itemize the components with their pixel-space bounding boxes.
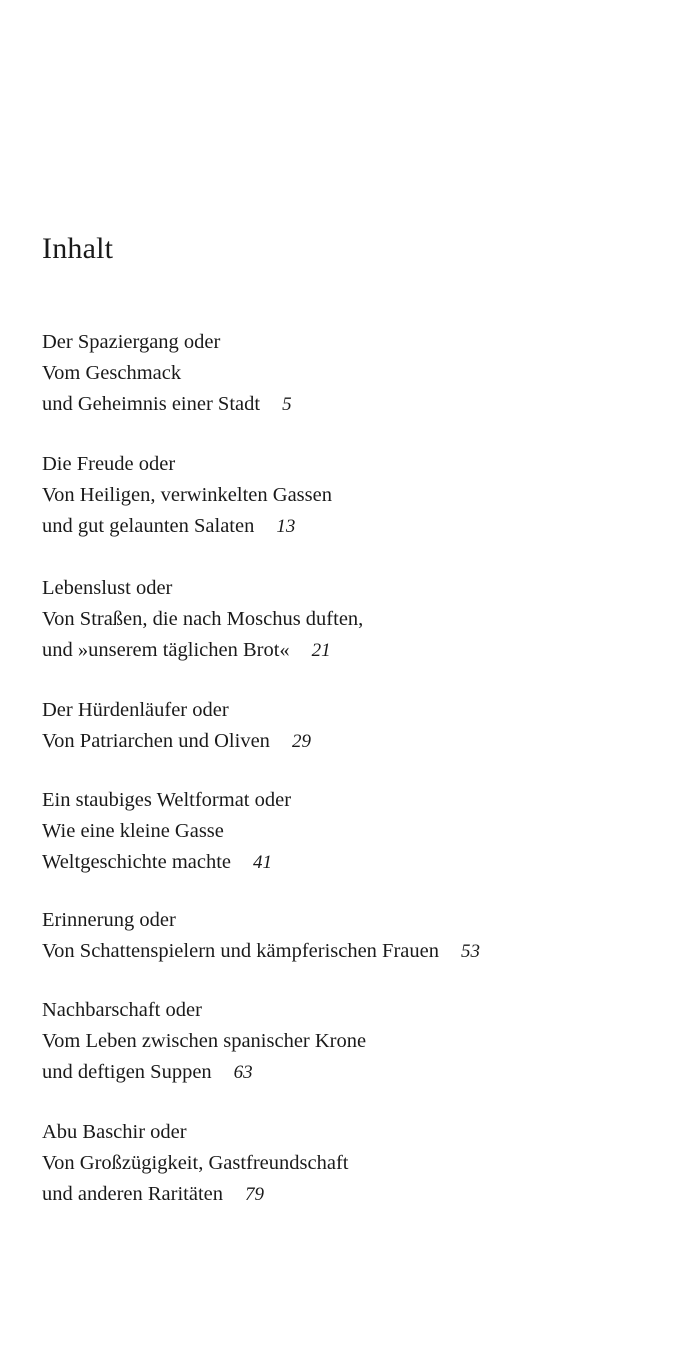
toc-entry-line	[42, 995, 662, 1026]
toc-page-number: 53	[461, 941, 480, 962]
toc-entry-line	[42, 1117, 662, 1148]
toc-entry-line	[42, 389, 662, 420]
toc-entry-text: Von Schattenspielern und kämpferischen Frauen	[42, 940, 439, 962]
toc-entry-text: Von Patriarchen und Oliven	[42, 730, 270, 752]
toc-entry-text: Die Freude oder	[42, 453, 176, 475]
toc-page-number: 79	[245, 1184, 265, 1205]
toc-entry-line	[42, 635, 662, 666]
toc-entry	[42, 449, 662, 542]
toc-entry-text: Wie eine kleine Gasse	[42, 820, 224, 842]
toc-entry-line	[42, 358, 662, 389]
toc-entry-line	[42, 936, 662, 967]
toc-entry-text: Abu Baschir oder	[42, 1121, 187, 1143]
toc-entry-line	[42, 480, 662, 511]
toc-entry-text: und Geheimnis einer Stadt	[42, 393, 261, 415]
toc-entry-line	[42, 816, 662, 847]
toc-entry-line	[42, 327, 662, 358]
toc-entry-text: Von Großzügigkeit, Gastfreundschaft	[42, 1152, 349, 1174]
toc-entry-line	[42, 604, 662, 635]
toc-entry-text: Nachbarschaft oder	[42, 999, 202, 1021]
toc-entry-text: Lebenslust oder	[42, 577, 173, 599]
toc-entry-text: Von Straßen, die nach Moschus duften,	[42, 608, 364, 630]
toc-entry-text: und anderen Raritäten	[42, 1183, 224, 1205]
toc-entry-text: Vom Geschmack	[42, 362, 182, 384]
toc-entry-line	[42, 785, 662, 816]
toc-entry-line	[42, 449, 662, 480]
toc-entry-line	[42, 905, 662, 936]
toc-entry	[42, 995, 662, 1088]
toc-entry-text: und deftigen Suppen	[42, 1061, 212, 1083]
toc-page-number: 29	[291, 731, 311, 752]
toc-entry	[42, 1117, 662, 1210]
toc-page-number: 63	[233, 1062, 253, 1083]
toc-entry-text: Ein staubiges Weltformat oder	[42, 789, 292, 811]
toc-entry-text: und gut gelaunten Salaten	[42, 515, 255, 537]
toc-entry-text: Vom Leben zwischen spanischer Krone	[42, 1030, 367, 1052]
toc-entry-text: Erinnerung oder	[42, 909, 176, 931]
toc-page-number: 13	[276, 516, 296, 537]
toc-entry-line	[42, 511, 662, 542]
toc-entry-text: Weltgeschichte machte	[42, 851, 232, 873]
toc-entry-line	[42, 1179, 662, 1210]
toc-entry-line	[42, 1148, 662, 1179]
toc-entry-line	[42, 726, 662, 757]
toc-entry-text: Der Spaziergang oder	[42, 331, 221, 353]
toc-entry-text: Der Hürdenläufer oder	[42, 699, 229, 721]
toc-entry-line	[42, 695, 662, 726]
toc-entry-text: und »unserem täglichen Brot«	[42, 639, 290, 661]
toc-entry	[42, 573, 662, 666]
toc-entry-text: Von Heiligen, verwinkelten Gassen	[42, 484, 332, 506]
toc-page-number: 5	[282, 394, 292, 415]
toc-entry	[42, 327, 662, 420]
toc-entry-line	[42, 847, 662, 878]
page-title: Inhalt	[42, 232, 114, 265]
toc-page-number: 41	[253, 852, 273, 873]
toc-entry	[42, 785, 662, 878]
toc-entry	[42, 695, 662, 757]
toc-page-number: 21	[311, 640, 331, 661]
toc-entry-line	[42, 1026, 662, 1057]
toc-entry	[42, 905, 662, 967]
toc-entry-line	[42, 1057, 662, 1088]
toc-entry-line	[42, 573, 662, 604]
